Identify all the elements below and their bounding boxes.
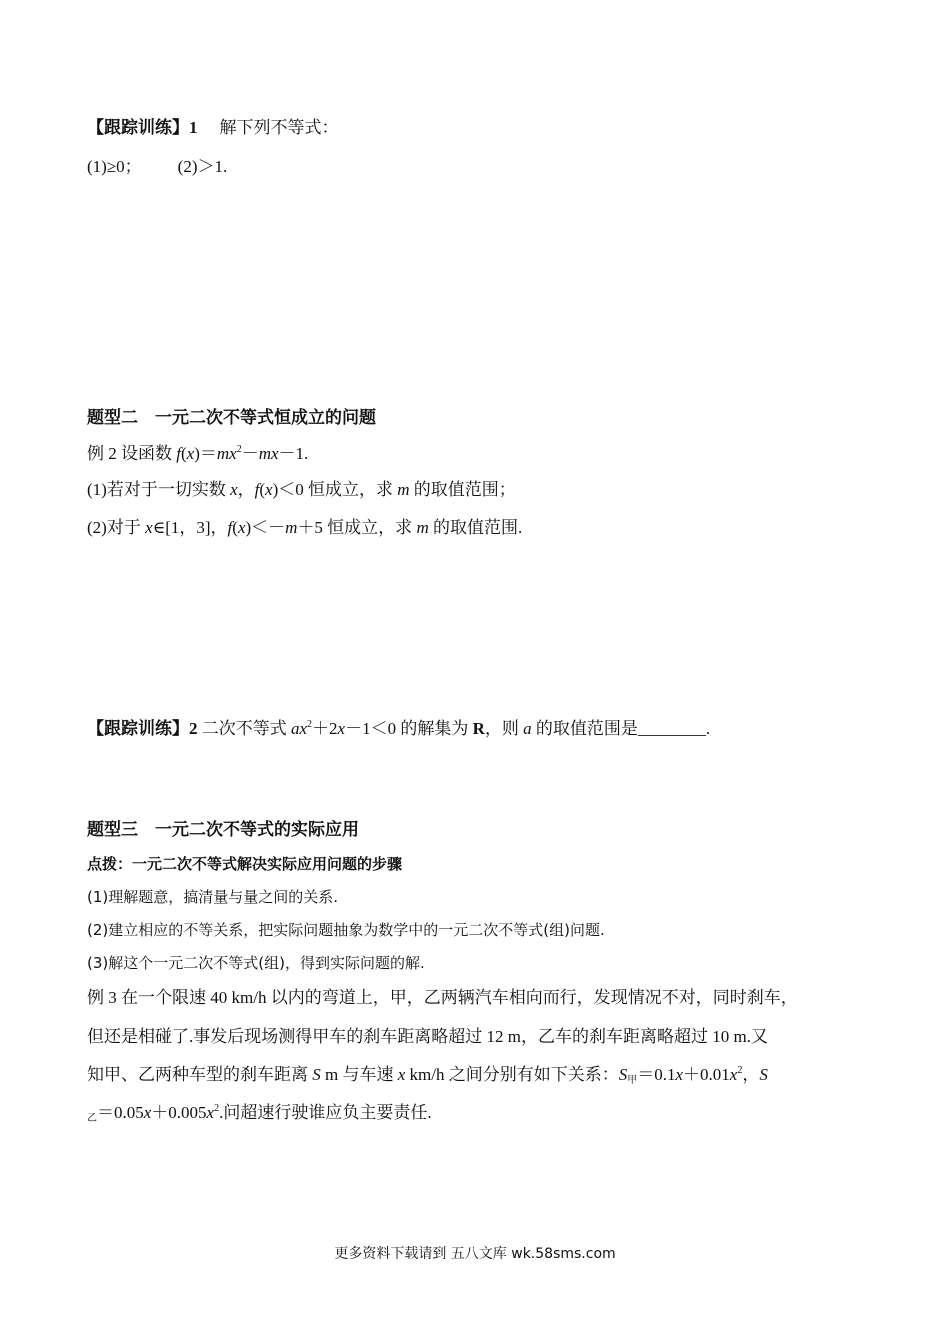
- ex2-mx: mx: [216, 444, 237, 463]
- q2-m2: m: [416, 518, 429, 537]
- practice-1-label: 【跟踪训练】1: [87, 118, 198, 137]
- example-2-question-2: [87, 516, 522, 540]
- q1-a: (1)若对于一切实数: [87, 480, 231, 499]
- p2-c: －1＜0 的解集为: [345, 719, 473, 738]
- ex3-l4-sup: 2: [214, 1103, 220, 1114]
- q1-e: 的取值范围；: [409, 480, 516, 499]
- q1-x2: x: [265, 480, 273, 499]
- practice-2-line: [87, 717, 710, 741]
- q2-x2: x: [237, 518, 246, 537]
- q2-c: (: [232, 518, 238, 537]
- q1-x: x: [230, 480, 238, 499]
- q1-m: m: [397, 480, 410, 499]
- ex3-b: m 与车速: [320, 1065, 398, 1084]
- ex2-x: x: [186, 444, 195, 463]
- practice-1-items: [87, 155, 227, 179]
- footer-link-text[interactable]: 更多资料下载请到 五八文库 wk.58sms.com: [334, 1246, 616, 1262]
- q2-e: ＋5 恒成立，求: [297, 518, 417, 537]
- ex3-l4-x2: x: [206, 1103, 215, 1122]
- tip-step-3: (3)解这个一元二次不等式(组)，得到实际问题的解.: [87, 954, 425, 972]
- ex2-sup: 2: [236, 444, 242, 455]
- q1-d: )＜0 恒成立，求: [272, 480, 398, 499]
- ex3-sub-jia: 甲: [627, 1075, 638, 1086]
- q2-d: )＜－: [245, 518, 286, 537]
- q2-b: ∈[1，3]，: [152, 518, 228, 537]
- ex3-x1: x: [675, 1065, 684, 1084]
- p2-R: R: [472, 719, 485, 738]
- q1-b: ，: [237, 480, 255, 499]
- q2-a: (2)对于: [87, 518, 146, 537]
- q2-f: f: [227, 518, 233, 537]
- practice-1-item-2: (2)＞1.: [177, 157, 228, 176]
- tip-heading: 点拨：一元二次不等式解决实际应用问题的步骤: [87, 855, 403, 873]
- p2-a-var: a: [523, 719, 532, 738]
- ex3-sup: 2: [737, 1065, 743, 1076]
- ex3-S2: S: [759, 1065, 768, 1084]
- ex2-f: f: [176, 444, 181, 463]
- practice-2-label: 【跟踪训练】2: [87, 719, 198, 738]
- q1-f: f: [254, 480, 260, 499]
- example-3-line-3: [87, 1063, 768, 1093]
- q1-c: (: [259, 480, 266, 499]
- practice-1-text: 解下列不等式：: [219, 118, 339, 137]
- section-2-heading: 题型二 一元二次不等式恒成立的问题: [87, 408, 376, 427]
- ex3-c: km/h 之间分别有如下关系：: [405, 1065, 619, 1084]
- example-2-question-1: [87, 478, 516, 502]
- ex3-f: ，: [742, 1065, 760, 1084]
- ex3-l4-x1: x: [143, 1103, 152, 1122]
- q2-m: m: [285, 518, 298, 537]
- ex3-x: x: [397, 1065, 406, 1084]
- tip-step-2: (2)建立相应的不等关系，把实际问题抽象为数学中的一元二次不等式(组)问题.: [87, 921, 605, 939]
- example-3-line-2: 但还是相碰了.事发后现场测得甲车的刹车距离略超过 12 m，乙车的刹车距离略超过 10 m.又: [87, 1027, 768, 1046]
- ex3-l4-c: .问超速行驶谁应负主要责任.: [219, 1103, 432, 1122]
- q2-x: x: [145, 518, 153, 537]
- example-3-line-1: 例 3 在一个限速 40 km/h 以内的弯道上，甲，乙两辆汽车相向而行，发现情况不对，同时刹车，: [87, 988, 798, 1007]
- ex2-end: －1.: [278, 444, 309, 463]
- ex3-e: ＋0.01: [683, 1065, 730, 1084]
- practice-1-title-line: [87, 116, 339, 140]
- ex2-text: 例 2 设函数: [87, 444, 177, 463]
- p2-e: 的取值范围是________.: [531, 719, 711, 738]
- p2-x: x: [337, 719, 346, 738]
- practice-1-item-1: (1)≥0；: [87, 157, 142, 176]
- p2-ax: ax: [291, 719, 308, 738]
- q2-f2: 的取值范围.: [428, 518, 523, 537]
- ex3-S: S: [312, 1065, 321, 1084]
- ex3-l4-b: ＋0.005: [151, 1103, 207, 1122]
- ex2-paren: (: [180, 444, 187, 463]
- ex3-S1: S: [618, 1065, 628, 1084]
- ex3-x2: x: [729, 1065, 738, 1084]
- section-3-heading: 题型三 一元二次不等式的实际应用: [87, 820, 359, 839]
- p2-d: ，则: [484, 719, 524, 738]
- example-3-line-4: [87, 1101, 432, 1131]
- p2-b: ＋2: [312, 719, 338, 738]
- ex2-mx2: mx: [258, 444, 279, 463]
- ex3-sub-yi: 乙: [87, 1113, 97, 1124]
- p2-sup: 2: [307, 719, 313, 730]
- ex3-l4-a: ＝0.05: [97, 1103, 144, 1122]
- tip-step-1: (1)理解题意，搞清量与量之间的关系.: [87, 888, 339, 906]
- example-2-stem: [87, 442, 308, 466]
- ex2-eq: )＝: [194, 444, 217, 463]
- ex3-a: 知甲、乙两种车型的刹车距离: [87, 1065, 313, 1084]
- ex2-minus: －: [241, 444, 259, 463]
- ex3-d: ＝0.1: [637, 1065, 676, 1084]
- p2-a: 二次不等式: [197, 719, 291, 738]
